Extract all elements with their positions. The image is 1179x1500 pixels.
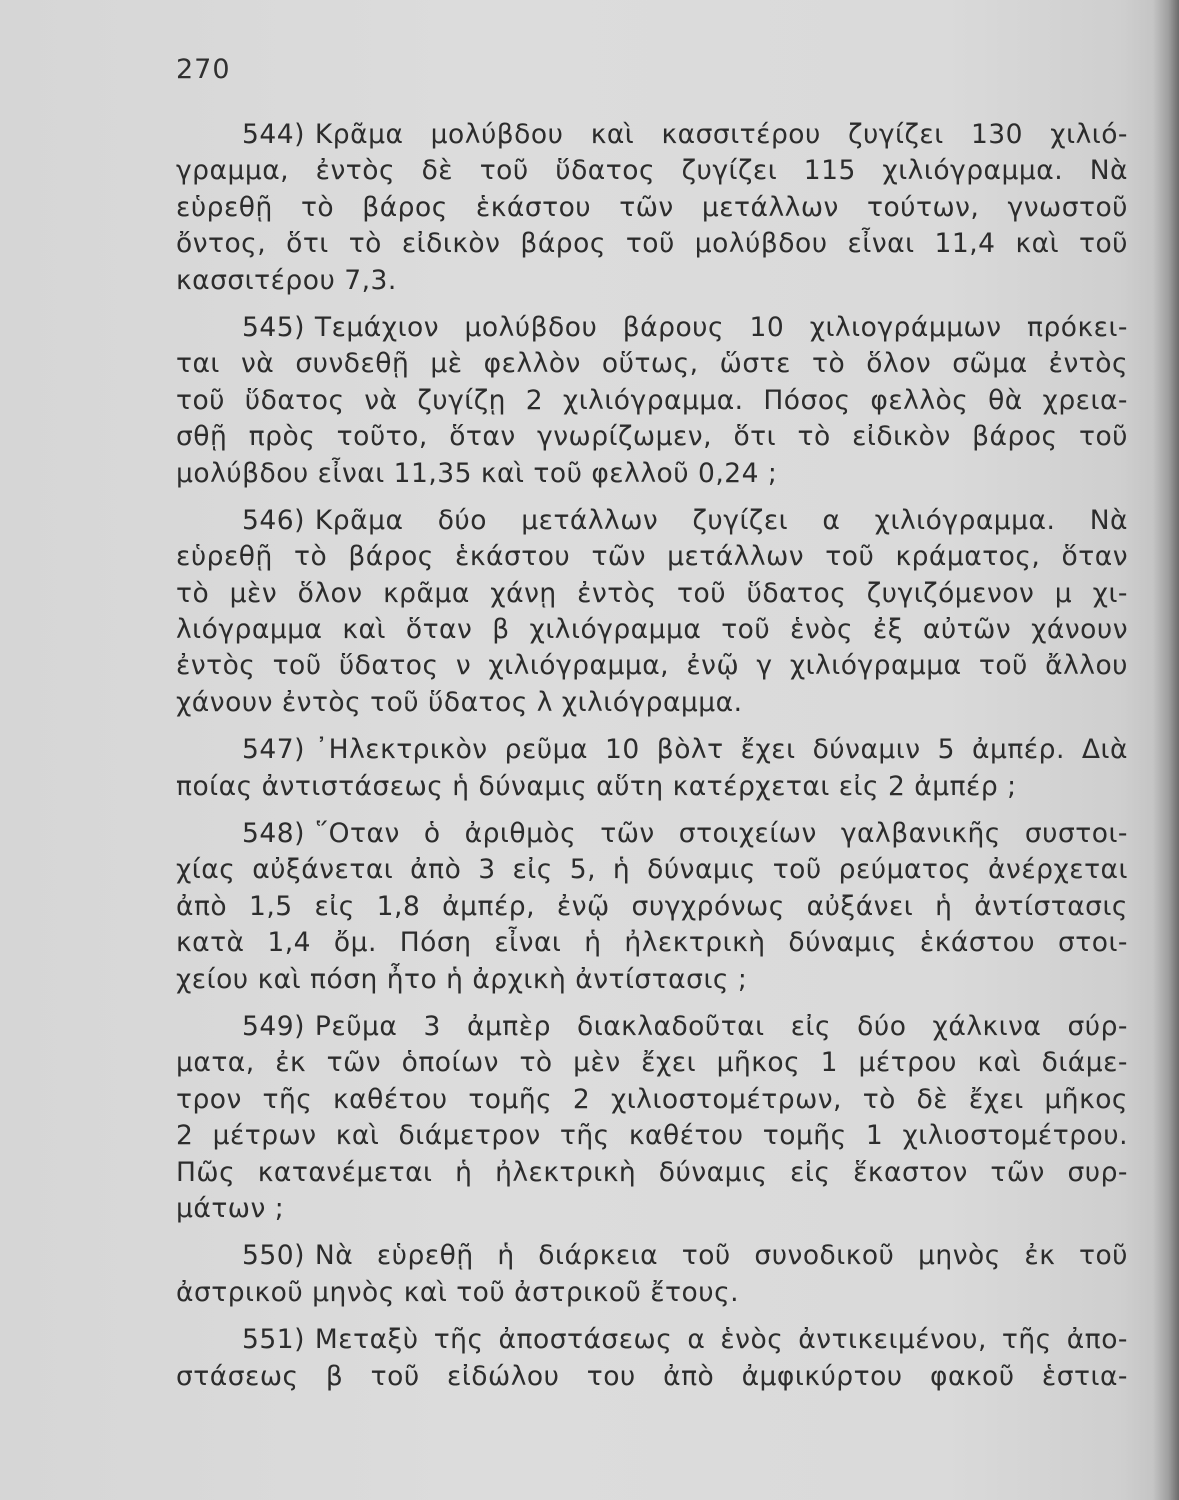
problem-line: χίας αὐξάνεται ἀπὸ 3 εἰς 5, ἡ δύναμις τοῦ ρεύματος ἀνέρχεται — [176, 854, 1128, 886]
problem-number: 546) — [242, 504, 305, 536]
problem-list — [176, 117, 1128, 1406]
problem-line: 546) Κρᾶμα δύο μετάλλων ζυγίζει α χιλιόγραμμα. Νὰ — [242, 504, 1128, 536]
problem-line: λιόγραμμα καὶ ὅταν β χιλιόγραμμα τοῦ ἑνὸς ἐξ αὐτῶν χάνουν — [176, 614, 1128, 646]
problem-line: 544) Κρᾶμα μολύβδου καὶ κασσιτέρου ζυγίζει 130 χιλιό- — [242, 119, 1128, 150]
problem-line: ἀστρικοῦ μηνὸς καὶ τοῦ ἀστρικοῦ ἔτους. — [176, 1276, 740, 1308]
problem-line: 549) Ρεῦμα 3 ἀμπὲρ διακλαδοῦται εἰς δύο χάλκινα σύρ- — [242, 1010, 1128, 1042]
problem-line: γραμμα, ἐντὸς δὲ τοῦ ὕδατος ζυγίζει 115 χιλιόγραμμα. Νὰ — [176, 155, 1128, 187]
problem-547 — [176, 732, 1128, 805]
problem-line: χείου καὶ πόση ἦτο ἡ ἀρχικὴ ἀντίστασις ; — [176, 963, 748, 995]
problem-line: τρον τῆς καθέτου τομῆς 2 χιλιοστομέτρων, τὸ δὲ ἔχει μῆκος — [176, 1083, 1128, 1115]
problem-line: τοῦ ὕδατος νὰ ζυγίζῃ 2 χιλιόγραμμα. Πόσος φελλὸς θὰ χρεια- — [176, 384, 1128, 416]
problem-number: 549) — [242, 1010, 305, 1042]
problem-line: στάσεως β τοῦ εἰδώλου του ἀπὸ ἀμφικύρτου φακοῦ ἑστια- — [176, 1360, 1128, 1392]
page-number: 270 — [176, 54, 231, 85]
problem-546 — [176, 503, 1128, 721]
problem-line: ὄντος, ὅτι τὸ εἰδικὸν βάρος τοῦ μολύβδου εἶναι 11,4 καὶ τοῦ — [176, 228, 1128, 260]
problem-line: ται νὰ συνδεθῇ μὲ φελλὸν οὕτως, ὥστε τὸ ὅλον σῶμα ἐντὸς — [176, 348, 1128, 380]
problem-number: 548) — [242, 818, 305, 850]
problem-number: 545) — [242, 311, 305, 343]
problem-number: 551) — [242, 1324, 305, 1356]
problem-number: 550) — [242, 1240, 305, 1272]
problem-line: μολύβδου εἶναι 11,35 καὶ τοῦ φελλοῦ 0,24 ; — [176, 457, 778, 489]
problem-line: Πῶς κατανέμεται ἡ ἠλεκτρικὴ δύναμις εἰς ἕκαστον τῶν συρ- — [176, 1156, 1128, 1188]
problem-line: εὑρεθῇ τὸ βάρος ἑκάστου τῶν μετάλλων τούτων, γνωστοῦ — [176, 191, 1128, 223]
problem-line: 2 μέτρων καὶ διάμετρον τῆς καθέτου τομῆς 1 χιλιοστομέτρου. — [176, 1120, 1128, 1152]
problem-number: 547) — [242, 734, 305, 766]
problem-line: 545) Τεμάχιον μολύβδου βάρους 10 χιλιογράμμων πρόκει- — [242, 311, 1128, 343]
problem-line: ἀπὸ 1,5 εἰς 1,8 ἀμπέρ, ἐνῷ συγχρόνως αὐξάνει ἡ ἀντίστασις — [176, 890, 1128, 922]
problem-551 — [176, 1322, 1128, 1395]
problem-line: κασσιτέρου 7,3. — [176, 264, 397, 296]
problem-line: 551) Μεταξὺ τῆς ἀποστάσεως α ἑνὸς ἀντικειμένου, τῆς ἀπο- — [242, 1324, 1128, 1356]
problem-line: τὸ μὲν ὅλον κρᾶμα χάνῃ ἐντὸς τοῦ ὕδατος ζυγιζόμενον μ χι- — [176, 577, 1128, 609]
problem-549 — [176, 1009, 1128, 1227]
problem-line: ποίας ἀντιστάσεως ἡ δύναμις αὕτη κατέρχεται εἰς 2 ἀμπέρ ; — [176, 770, 1017, 802]
problem-line: σθῇ πρὸς τοῦτο, ὅταν γνωρίζωμεν, ὅτι τὸ εἰδικὸν βάρος τοῦ — [176, 421, 1128, 453]
problem-line: μάτων ; — [176, 1192, 285, 1224]
problem-line: 550) Νὰ εὑρεθῇ ἡ διάρκεια τοῦ συνοδικοῦ μηνὸς ἐκ τοῦ — [242, 1240, 1128, 1272]
problem-544 — [176, 117, 1128, 299]
problem-line: 548) ῞Οταν ὁ ἀριθμὸς τῶν στοιχείων γαλβανικῆς συστοι- — [242, 818, 1128, 850]
problem-number: 544) — [242, 119, 305, 150]
problem-line: ἐντὸς τοῦ ὕδατος ν χιλιόγραμμα, ἐνῷ γ χιλιόγραμμα τοῦ ἄλλου — [176, 650, 1128, 682]
problem-line: 547) ᾿Ηλεκτρικὸν ρεῦμα 10 βὸλτ ἔχει δύναμιν 5 ἀμπέρ. Διὰ — [242, 734, 1128, 766]
problem-line: ματα, ἐκ τῶν ὁποίων τὸ μὲν ἔχει μῆκος 1 μέτρου καὶ διάμε- — [176, 1047, 1128, 1079]
problem-line: εὑρεθῇ τὸ βάρος ἑκάστου τῶν μετάλλων τοῦ κράματος, ὅταν — [176, 541, 1128, 573]
problem-line: κατὰ 1,4 ὄμ. Πόση εἶναι ἡ ἠλεκτρικὴ δύναμις ἑκάστου στοι- — [176, 927, 1128, 959]
problem-545 — [176, 310, 1128, 492]
binding-shadow — [1153, 0, 1179, 1500]
problem-548 — [176, 816, 1128, 998]
problem-550 — [176, 1238, 1128, 1311]
problem-line: χάνουν ἐντὸς τοῦ ὕδατος λ χιλιόγραμμα. — [176, 686, 743, 718]
